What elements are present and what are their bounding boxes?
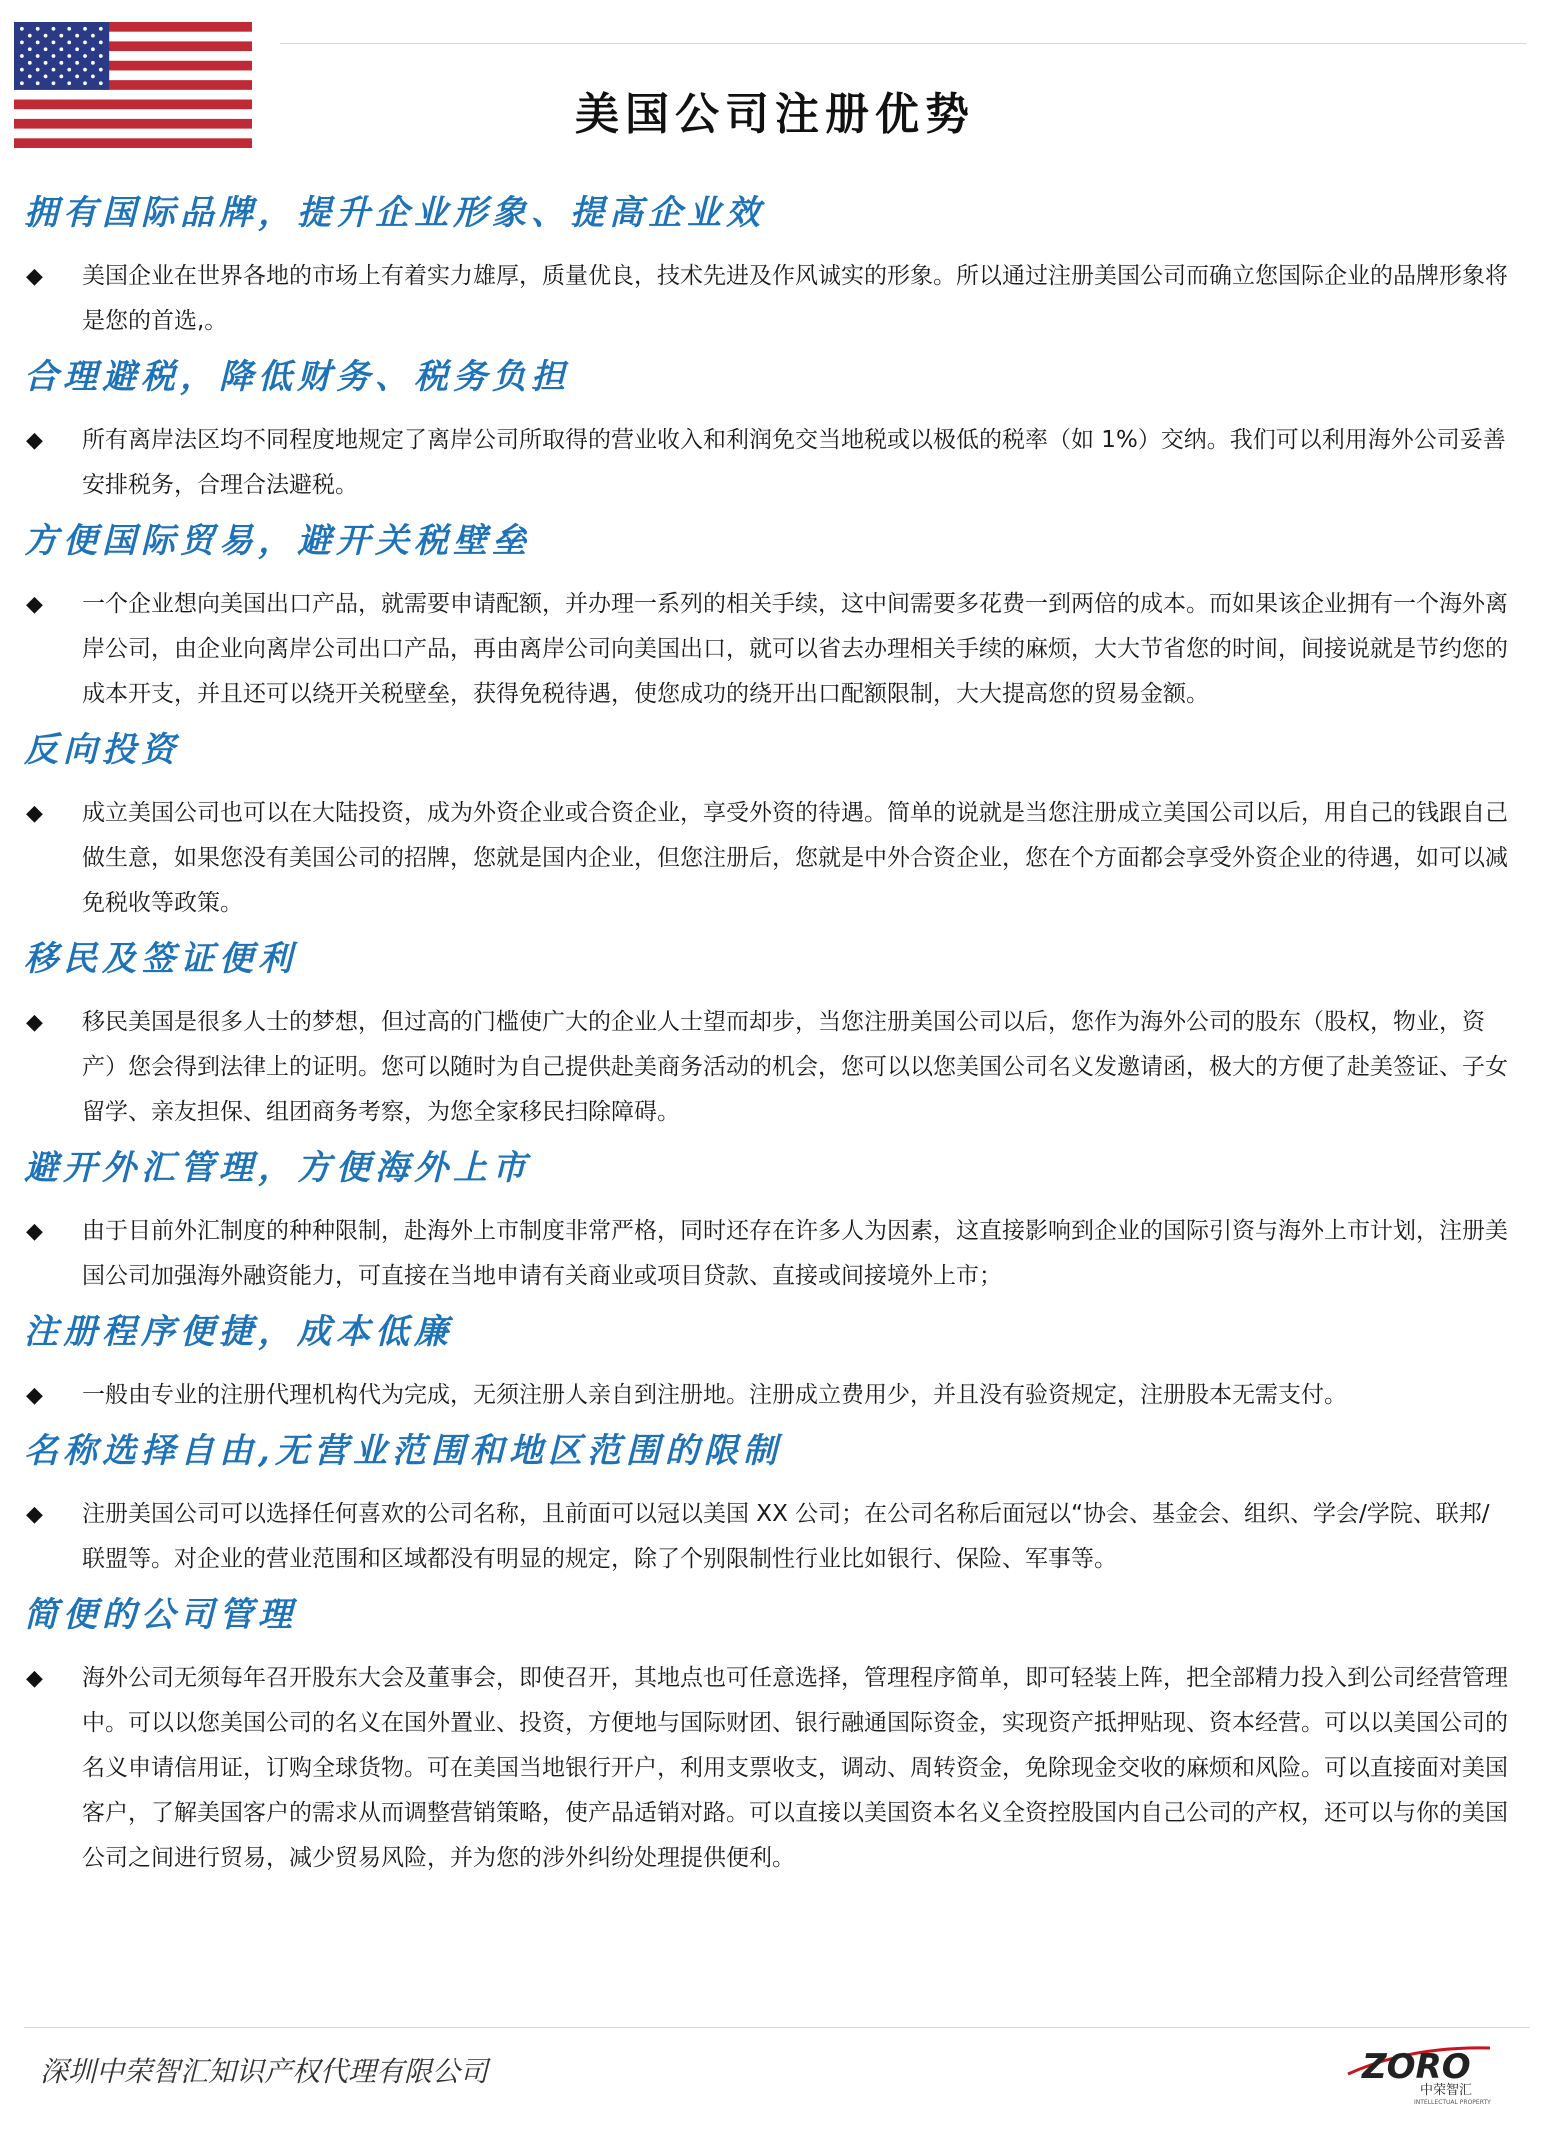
bullet-item [24, 582, 1510, 717]
bullet-item [24, 1492, 1510, 1582]
bullet-item [24, 1373, 1510, 1418]
section-text: 成立美国公司也可以在大陆投资，成为外资企业或合资企业，享受外资的待遇。简单的说就是当您注册成立美国公司以后，用自己的钱跟自己做生意，如果您没有美国公司的招牌，您就是国内企业，但您注册后，您就是中外合资企业，您在个方面都会享受外资企业的待遇，如可以减免税收等政策。 [82, 800, 1508, 916]
content-area [24, 190, 1510, 1891]
section-heading: 名称选择自由,无营业范围和地区范围的限制 [24, 1431, 782, 1471]
logo-english: INTELLECTUAL PROPERTY [1414, 2099, 1491, 2106]
section [24, 1592, 1510, 1881]
section-heading: 简便的公司管理 [24, 1595, 297, 1635]
section-heading: 注册程序便捷，成本低廉 [24, 1312, 453, 1352]
section-text: 注册美国公司可以选择任何喜欢的公司名称，且前面可以冠以美国 XX 公司；在公司名称后面冠以“协会、基金会、组织、学会/学院、联邦/联盟等。对企业的营业范围和区域都没有明显的规定，除了个别限制性行业比如银行、保险、军事等。 [82, 1501, 1490, 1572]
section-heading: 拥有国际品牌，提升企业形象、提高企业效 [24, 193, 765, 233]
bullet-item [24, 791, 1510, 926]
section [24, 727, 1510, 926]
diamond-bullet-icon: ◆ [26, 801, 43, 826]
section-text: 美国企业在世界各地的市场上有着实力雄厚，质量优良，技术先进及作风诚实的形象。所以通过注册美国公司而确立您国际企业的品牌形象将是您的首选,。 [82, 263, 1508, 334]
section-heading: 避开外汇管理，方便海外上市 [24, 1148, 531, 1188]
bullet-item [24, 254, 1510, 344]
diamond-bullet-icon: ◆ [26, 1219, 43, 1244]
bottom-divider [24, 2027, 1530, 2028]
diamond-bullet-icon: ◆ [26, 1010, 43, 1035]
diamond-bullet-icon: ◆ [26, 1666, 43, 1691]
section-heading: 方便国际贸易，避开关税壁垒 [24, 521, 531, 561]
section-text: 移民美国是很多人士的梦想，但过高的门槛使广大的企业人士望而却步，当您注册美国公司以后，您作为海外公司的股东（股权，物业，资产）您会得到法律上的证明。您可以随时为自己提供赴美商务活动的机会，您可以以您美国公司名义发邀请函，极大的方便了赴美签证、子女留学、亲友担保、组团商务考察，为您全家移民扫除障碍。 [82, 1009, 1508, 1125]
section-heading: 反向投资 [24, 730, 180, 770]
section [24, 1428, 1510, 1582]
logo-chinese: 中荣智汇 [1420, 2083, 1473, 2098]
diamond-bullet-icon: ◆ [26, 1502, 43, 1527]
section-heading: 移民及签证便利 [24, 939, 297, 979]
section [24, 518, 1510, 717]
section-heading: 合理避税，降低财务、税务负担 [24, 357, 570, 397]
section-text: 海外公司无须每年召开股东大会及董事会，即使召开，其地点也可任意选择，管理程序简单，即可轻装上阵，把全部精力投入到公司经营管理中。可以以您美国公司的名义在国外置业、投资，方便地与国际财团、银行融通国际资金，实现资产抵押贴现、资本经营。可以以美国公司的名义申请信用证，订购全球货物。可在美国当地银行开户，利用支票收支，调动、周转资金，免除现金交收的麻烦和风险。可以直接面对美国客户，了解美国客户的需求从而调整营销策略，使产品适销对路。可以直接以美国资本名义全资控股国内自己公司的产权，还可以与你的美国公司之间进行贸易，减少贸易风险，并为您的涉外纠纷处理提供便利。 [82, 1665, 1508, 1871]
section [24, 1145, 1510, 1299]
zoro-logo [1340, 2040, 1510, 2110]
section-text: 一个企业想向美国出口产品，就需要申请配额，并办理一系列的相关手续，这中间需要多花费一到两倍的成本。而如果该企业拥有一个海外离岸公司，由企业向离岸公司出口产品，再由离岸公司向美国出口，就可以省去办理相关手续的麻烦，大大节省您的时间，间接说就是节约您的成本开支，并且还可以绕开关税壁垒，获得免税待遇，使您成功的绕开出口配额限制，大大提高您的贸易金额。 [82, 591, 1508, 707]
section [24, 1309, 1510, 1418]
section-text: 所有离岸法区均不同程度地规定了离岸公司所取得的营业收入和利润免交当地税或以极低的税率（如 1%）交纳。我们可以利用海外公司妥善安排税务，合理合法避税。 [82, 427, 1506, 498]
bullet-item [24, 1209, 1510, 1299]
section-text: 一般由专业的注册代理机构代为完成，无须注册人亲自到注册地。注册成立费用少，并且没有验资规定，注册股本无需支付。 [82, 1382, 1347, 1408]
company-name: 深圳中荣智汇知识产权代理有限公司 [40, 2055, 489, 2088]
diamond-bullet-icon: ◆ [26, 428, 43, 453]
diamond-bullet-icon: ◆ [26, 592, 43, 617]
page-title: 美国公司注册优势 [575, 89, 975, 140]
section [24, 190, 1510, 344]
diamond-bullet-icon: ◆ [26, 264, 43, 289]
bullet-item [24, 1000, 1510, 1135]
section-text: 由于目前外汇制度的种种限制，赴海外上市制度非常严格，同时还存在许多人为因素，这直接影响到企业的国际引资与海外上市计划，注册美国公司加强海外融资能力，可直接在当地申请有关商业或项目贷款、直接或间接境外上市； [82, 1218, 1508, 1289]
section [24, 936, 1510, 1135]
logo-wordmark: ZORO [1362, 2047, 1471, 2087]
bullet-item [24, 1656, 1510, 1881]
top-divider [280, 43, 1526, 44]
section [24, 354, 1510, 508]
diamond-bullet-icon: ◆ [26, 1383, 43, 1408]
bullet-item [24, 418, 1510, 508]
